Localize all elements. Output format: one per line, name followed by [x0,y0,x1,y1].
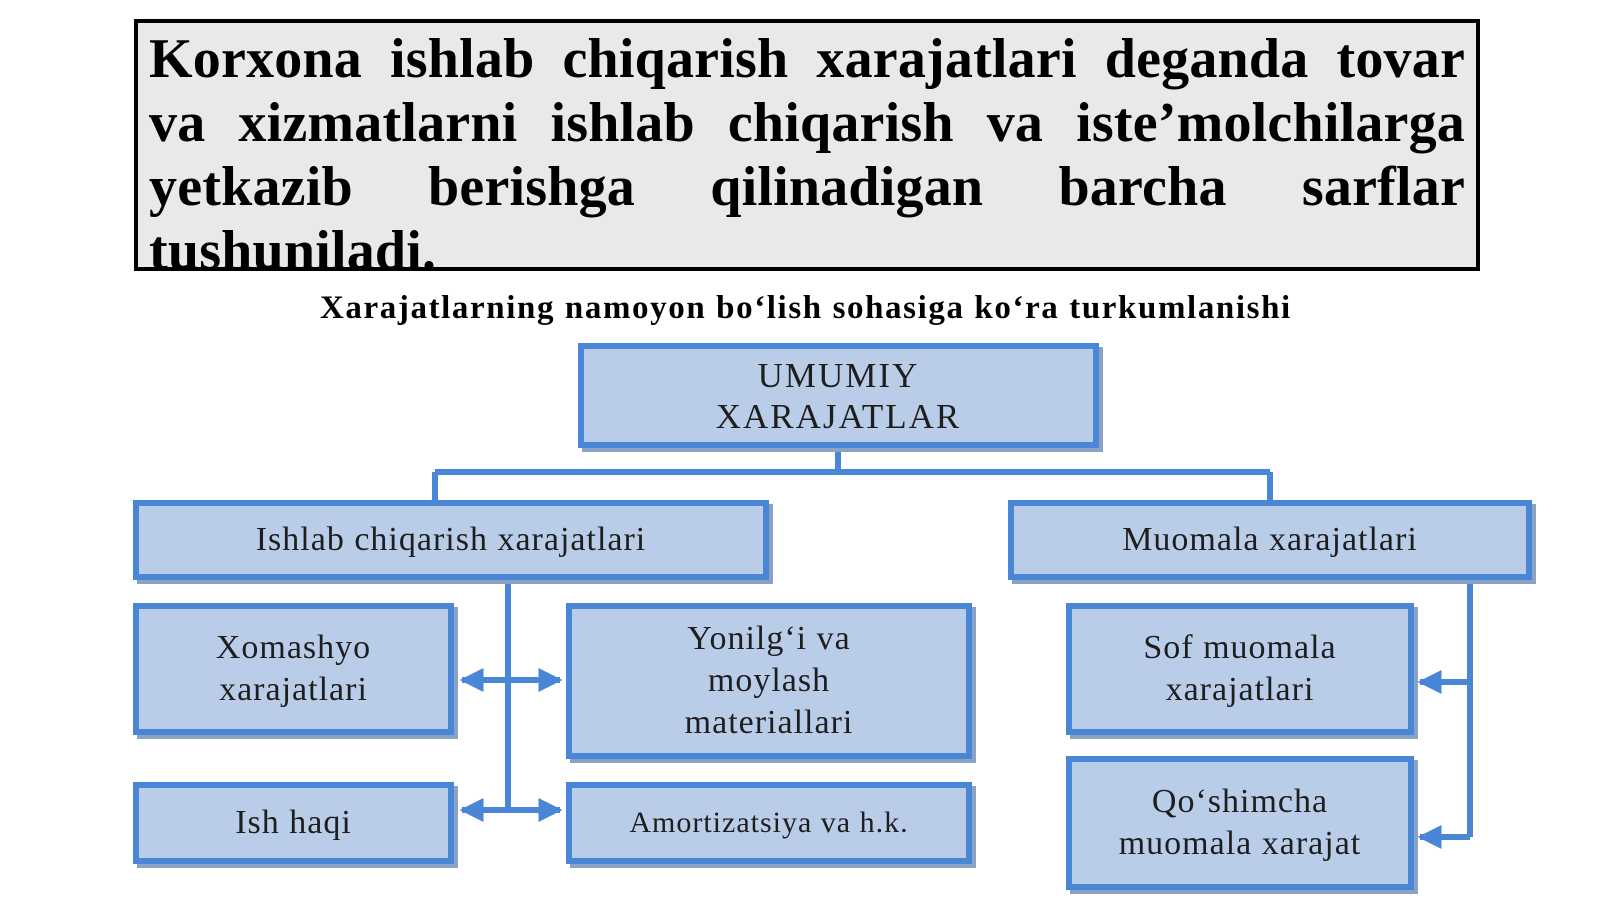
depreciation-node [566,782,972,864]
circulation-costs-label: Muomala xarajatlari [1122,521,1418,558]
additional-circulation-costs-node [1066,756,1414,890]
production-costs-label: Ishlab chiqarish xarajatlari [255,521,647,558]
wages-node [133,782,454,864]
definition-text: Korxona ishlab chiqarish xarajatlari deganda tovar va xizmatlarni ishlab chiqarish va iste’molchilarga yetkazib berishga qilinadigan barcha sarflar tushuniladi. [149,28,1465,282]
raw-material-costs-node [133,603,454,735]
fuel-lubricants-node [566,603,972,759]
diagram-caption: Xarajatlarning namoyon bo‘lish sohasiga ko‘ra turkumlanishi [320,290,1292,326]
circulation-costs-node [1008,500,1532,580]
wages-label: Ish haqi [235,804,352,841]
root-node-label: UMUMIY XARAJATLAR [715,355,962,436]
root-node [578,343,1099,448]
raw-material-costs-label: Xomashyo xarajatlari [215,629,372,708]
depreciation-label: Amortizatsiya va h.k. [629,806,909,839]
net-circulation-costs-node [1066,603,1414,735]
net-circulation-costs-label: Sof muomala xarajatlari [1143,629,1337,708]
production-costs-node [133,500,769,580]
additional-circulation-costs-label: Qo‘shimcha muomala xarajat [1118,783,1362,862]
fuel-lubricants-label: Yonilg‘i va moylash materiallari [684,620,854,741]
